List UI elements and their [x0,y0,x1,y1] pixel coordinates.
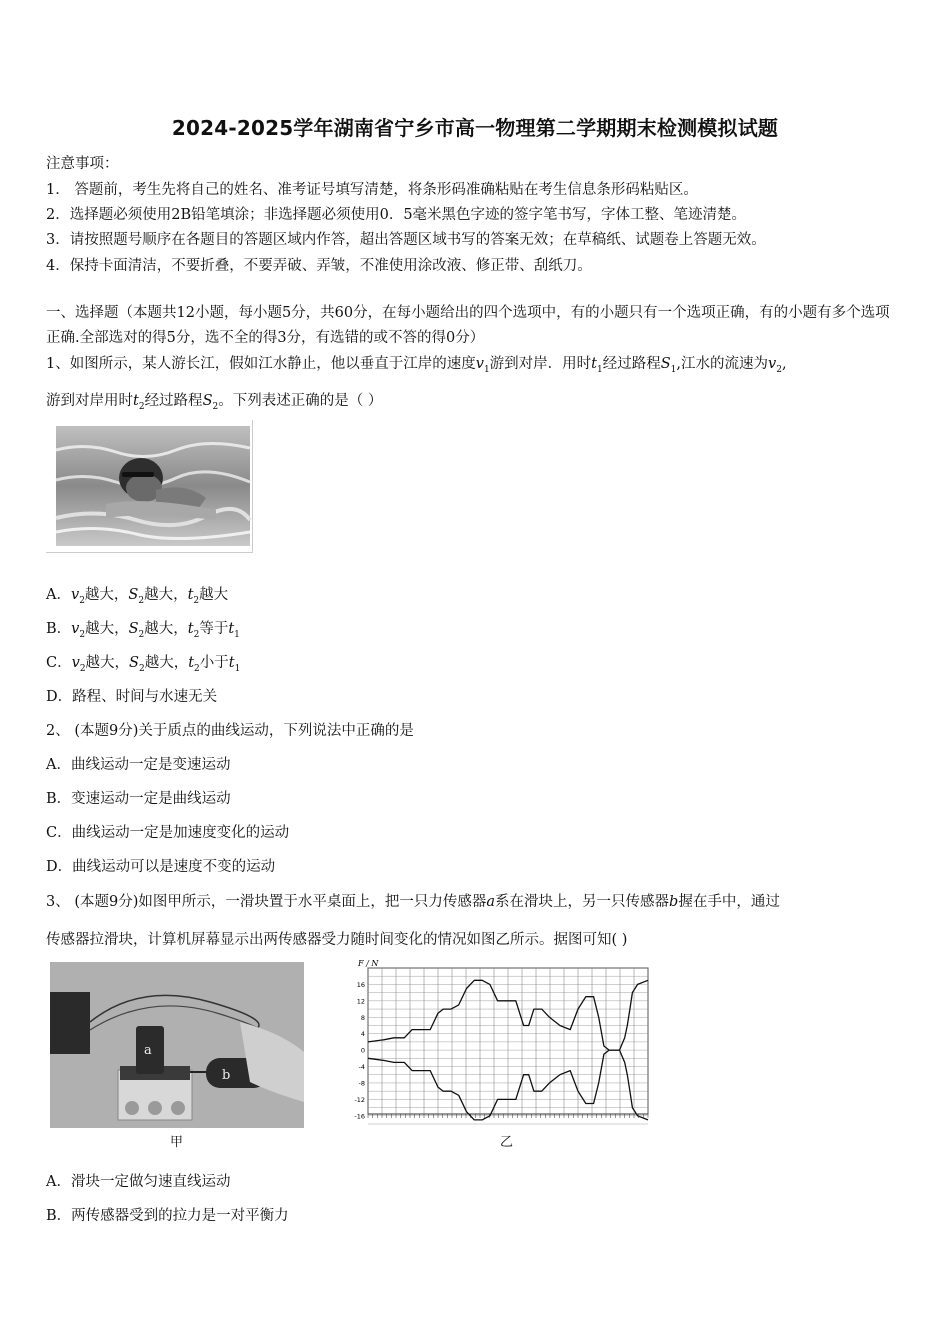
notice-item-2: 2．选择题必须使用2B铅笔填涂；非选择题必须使用0．5毫米黑色字迹的签字笔书写，字体工整、笔迹清楚。 [46,207,747,223]
chart-ytick-label: 0 [360,1046,365,1055]
swimmer-photo [46,420,253,553]
q2-option-a: A．曲线运动一定是变速运动 [46,757,231,773]
q1-stem-line2: 游到对岸用时$t_2$经过路程$S_2$。下列表述正确的是（ ） [46,393,383,412]
notice-item-4: 4．保持卡面清洁，不要折叠，不要弄破、弄皱，不准使用涂改液、修正带、刮纸刀。 [46,258,592,274]
q2-stem: 2、 (本题9分)关于质点的曲线运动，下列说法中正确的是 [46,723,414,739]
section-heading: 一、选择题（本题共12小题，每小题5分，共60分，在每小题给出的四个选项中，有的小题只有一个选项正确，有的小题有多个选项正确.全部选对的得5分，选不全的得3分，有选错的或不答的得0分） [46,305,890,346]
chart-ytick-label: 4 [360,1030,365,1039]
q1-option-d: D．路程、时间与水速无关 [46,689,218,705]
sensor-b-label: b [222,1068,231,1083]
chart-ytick-label: -8 [358,1079,365,1088]
q1-stem-line1: 1、如图所示，某人游长江，假如江水静止，他以垂直于江岸的速度$v_1$游到对岸．用时$t_1$经过路程$S_1$,江水的流速为$v_2$, [46,356,787,375]
chart-ytick-label: -4 [358,1063,365,1072]
q2-option-c: C．曲线运动一定是加速度变化的运动 [46,825,290,841]
q1-option-c: C．$v_2$越大，$S_2$越大，$t_2$小于$t_1$ [46,655,241,674]
chart-ytick-label: -16 [354,1112,365,1121]
page-title: 2024-2025学年湖南省宁乡市高一物理第二学期期末检测模拟试题 [171,116,779,140]
q3-option-a: A．滑块一定做匀速直线运动 [46,1174,231,1190]
sensor-photo [50,962,304,1128]
q1-option-a: A．$v_2$越大，$S_2$越大，$t_2$越大 [46,587,229,606]
figure-jia-caption: 甲 [170,1135,184,1150]
chart-ytick-label: -12 [354,1095,365,1104]
chart-yticks [354,981,365,1120]
chart-ytick-label: 16 [356,980,365,989]
notice-item-3: 3．请按照题号顺序在各题目的答题区域内作答，超出答题区域书写的答案无效；在草稿纸、试题卷上答题无效。 [46,232,766,248]
chart-ylabel: F / N [358,959,379,968]
force-time-chart [350,956,656,1128]
q3-stem-line2: 传感器拉滑块，计算机屏幕显示出两传感器受力随时间变化的情况如图乙所示。据图可知( ) [46,932,628,948]
q3-stem-line1: 3、 (本题9分)如图甲所示，一滑块置于水平桌面上，把一只力传感器a系在滑块上，另一只传感器b握在手中，通过 [46,894,780,910]
q3-option-b: B．两传感器受到的拉力是一对平衡力 [46,1208,289,1224]
notice-item-1: 1． 答题前，考生先将自己的姓名、准考证号填写清楚，将条形码准确粘贴在考生信息条形码粘贴区。 [46,182,698,198]
figure-yi-caption: 乙 [500,1135,514,1150]
sensor-a-label: a [144,1043,152,1058]
q2-option-d: D．曲线运动可以是速度不变的运动 [46,859,276,875]
q1-option-b: B．$v_2$越大，$S_2$越大，$t_2$等于$t_1$ [46,621,240,640]
chart-ytick-label: 12 [356,997,365,1006]
q2-option-b: B．变速运动一定是曲线运动 [46,791,231,807]
chart-ytick-label: 8 [360,1013,365,1022]
notice-heading: 注意事项： [46,156,119,172]
chart-grid [368,968,648,1124]
